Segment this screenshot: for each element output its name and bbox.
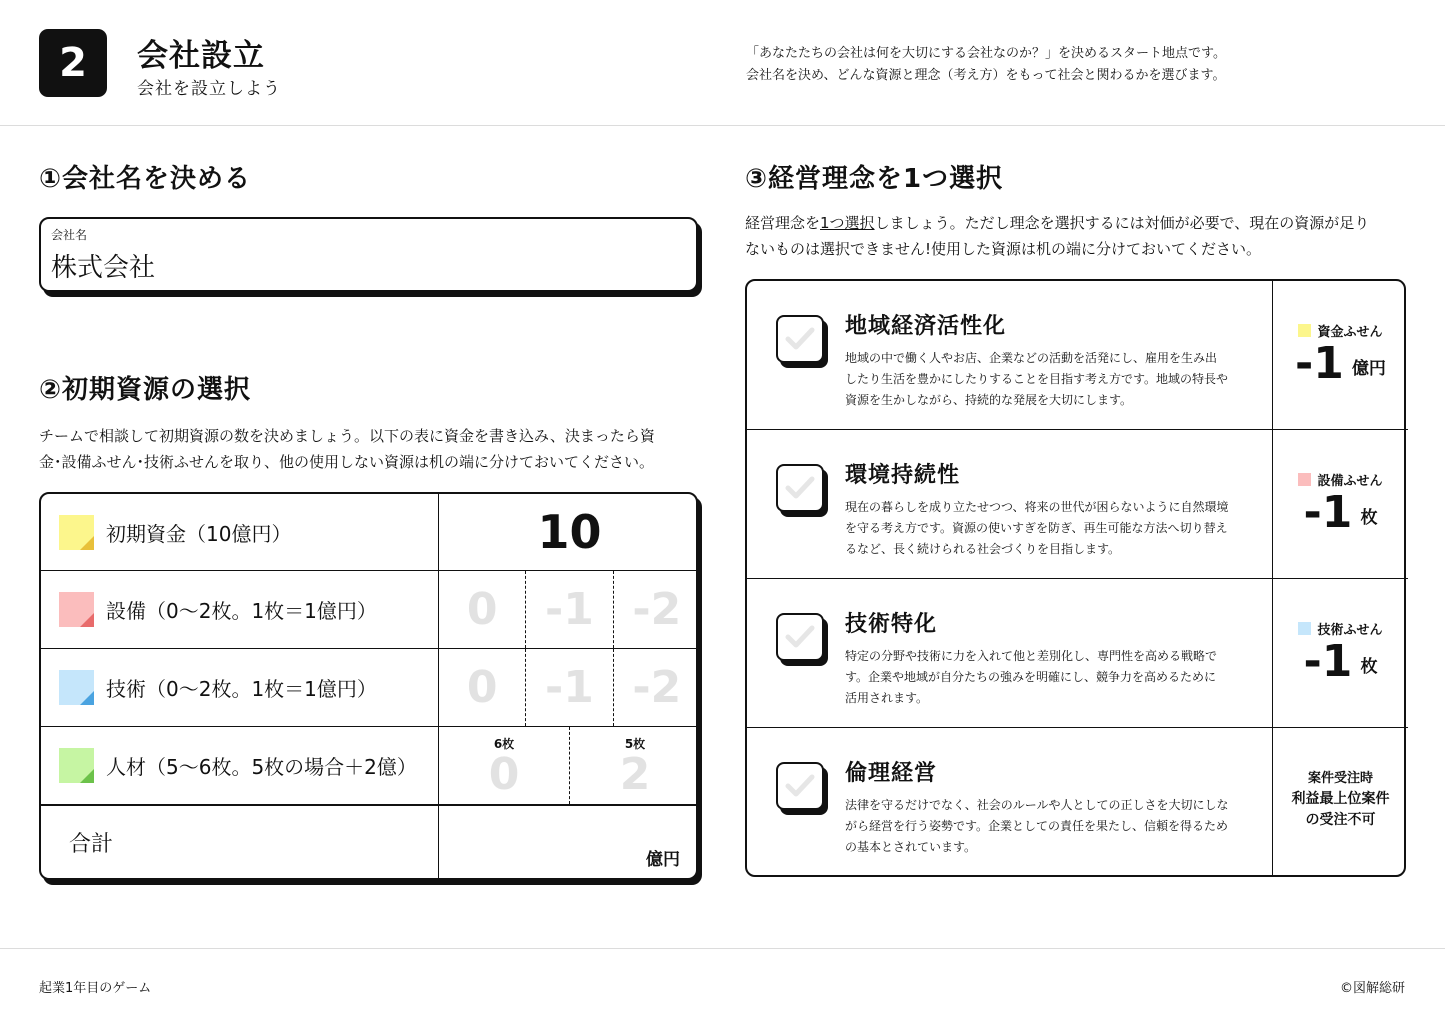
intro-text [746, 43, 1226, 87]
cost-unit: 億円 [1351, 359, 1386, 379]
philosophy-desc-line: す。企業や地域が自分たちの強みを明確にし、競争力を高めるために [845, 670, 1217, 684]
personnel-option-6[interactable] [439, 727, 570, 804]
funds-value: 10 [537, 505, 602, 559]
philosophy-option-environmental-sustainability[interactable] [747, 430, 1408, 579]
philosophy-cost [1272, 579, 1408, 727]
philosophy-desc-line-2: ないものは選択できません!使用した資源は机の端に分けておいてください。 [745, 240, 1262, 258]
philosophy-option-technology-specialization[interactable] [747, 579, 1408, 728]
philosophy-desc [845, 646, 1245, 709]
cost-restriction-line: 利益最上位案件 [1291, 791, 1390, 807]
philosophy-desc [845, 348, 1245, 411]
page-subtitle: 会社を設立しよう [137, 79, 281, 99]
cost-unit: 枚 [1360, 508, 1378, 528]
page-title: 会社設立 [137, 38, 265, 74]
cost-restriction-line: 案件受注時 [1307, 771, 1373, 786]
philosophy-cost [1272, 728, 1408, 875]
checkbox-technology-specialization[interactable] [776, 613, 824, 661]
resource-row-equipment [41, 571, 700, 649]
blue-sticky-note-icon [1298, 622, 1311, 635]
total-unit: 億円 [646, 850, 680, 870]
philosophy-desc-post: しましょう。ただし理念を選択するには対価が必要で、現在の資源が足り [874, 214, 1370, 232]
philosophy-cost [1272, 430, 1408, 578]
resource-label-equipment [41, 571, 439, 648]
philosophy-desc-line: 活用されます。 [845, 691, 929, 705]
technology-option-0[interactable]: 0 [439, 649, 526, 726]
cost-tag-label: 技術ふせん [1317, 623, 1383, 638]
personnel-option-6-value: 0 [488, 749, 520, 800]
check-icon [785, 625, 815, 649]
resource-label-technology [41, 649, 439, 726]
yellow-sticky-note-icon [1298, 324, 1311, 337]
resource-row-total [41, 805, 700, 878]
company-name-value[interactable]: 株式会社 [51, 253, 156, 283]
resources-desc-line-2: 金･設備ふせん･技術ふせんを取り、他の使用しない資源は机の端に分けておいてください。 [39, 453, 655, 471]
company-name-label: 会社名 [51, 228, 88, 242]
personnel-options [439, 727, 700, 804]
green-sticky-note-icon [59, 748, 94, 783]
philosophy-desc-line: 法律を守るだけでなく、社会のルールや人としての正しさを大切にしな [845, 798, 1229, 812]
personnel-option-5-caption: 5枚 [624, 737, 646, 751]
funds-label-text: 初期資金（10億円） [106, 521, 292, 546]
philosophy-desc-line: の基本とされています。 [845, 840, 977, 854]
philosophy-option-regional-economy[interactable] [747, 281, 1408, 430]
technology-option-1[interactable]: -1 [526, 649, 613, 726]
resource-row-technology [41, 649, 700, 727]
intro-line-1: 「あなたたちの会社は何を大切にする会社なのか？」を決めるスタート地点です。 [746, 46, 1226, 61]
footer-game-name: 起業1年目のゲーム [39, 981, 152, 996]
pink-sticky-note-icon [59, 592, 94, 627]
personnel-label-text: 人材（5～6枚。5枚の場合＋2億） [106, 755, 417, 779]
cost-number: -1 [1295, 338, 1344, 389]
total-value-cell[interactable] [439, 806, 700, 878]
yellow-sticky-note-icon [59, 515, 94, 550]
philosophy-description [745, 210, 1369, 262]
cost-value [1273, 637, 1408, 687]
philosophy-option-ethical-management[interactable] [747, 728, 1408, 875]
philosophy-desc-line: 資源を生かしながら、持続的な発展を大切にします。 [845, 393, 1133, 407]
equipment-option-2[interactable]: -2 [632, 584, 682, 635]
technology-label-text: 技術（0～2枚。1枚＝1億円） [106, 677, 377, 701]
philosophy-title: 倫理経営 [845, 761, 938, 786]
checkbox-regional-economy[interactable] [776, 315, 824, 363]
section-philosophy-heading: ③経営理念を1つ選択 [745, 164, 1004, 194]
cost-tag-label: 設備ふせん [1317, 474, 1383, 489]
philosophy-desc-line: 地域の中で働く人やお店、企業などの活動を活発にし、雇用を生み出 [845, 351, 1218, 365]
step-number-badge: 2 [39, 29, 107, 97]
intro-line-2: 会社名を決め、どんな資源と理念（考え方）をもって社会と関わるかを選びます。 [746, 68, 1226, 83]
philosophy-title: 地域経済活性化 [845, 314, 1007, 339]
checkbox-environmental-sustainability[interactable] [776, 464, 824, 512]
philosophy-cost [1272, 281, 1408, 429]
cost-value [1273, 488, 1408, 538]
pink-sticky-note-icon [1298, 473, 1311, 486]
equipment-option-1[interactable]: -1 [526, 571, 613, 648]
footer-copyright: ©図解総研 [1339, 981, 1405, 996]
personnel-option-6-caption: 6枚 [493, 737, 515, 751]
equipment-option-0[interactable]: 0 [439, 571, 526, 648]
philosophy-desc-emphasis: 1つ選択 [820, 214, 875, 232]
header-divider [0, 125, 1445, 126]
philosophy-desc-line: を守る考え方です。資源の使いすぎを防ぎ、再生可能な方法へ切り替え [845, 521, 1228, 535]
check-icon [785, 774, 815, 798]
section-initial-resources-heading: ②初期資源の選択 [39, 375, 252, 405]
philosophy-desc-line: したり生活を豊かにしたりすることを目指す考え方です。地域の特長や [845, 372, 1229, 386]
technology-option-2[interactable]: -2 [632, 662, 682, 713]
resources-desc-line-1: チームで相談して初期資源の数を決めましょう。以下の表に資金を書き込み、決まったら資 [39, 427, 655, 445]
philosophy-desc-pre: 経営理念を [745, 214, 821, 232]
resource-label-personnel [41, 727, 439, 804]
philosophy-desc-line: 特定の分野や技術に力を入れて他と差別化し、専門性を高める戦略で [845, 649, 1218, 663]
cost-value [1273, 339, 1408, 389]
cost-number: -1 [1303, 487, 1353, 538]
company-name-field[interactable] [39, 217, 698, 292]
initial-resources-description [39, 423, 655, 475]
cost-restriction-text [1273, 768, 1408, 831]
philosophy-title: 技術特化 [845, 612, 938, 637]
cost-unit: 枚 [1360, 657, 1378, 677]
total-label: 合計 [41, 806, 439, 878]
funds-value-cell [439, 494, 700, 570]
check-icon [785, 327, 815, 351]
resource-table [39, 492, 698, 880]
philosophy-desc-line: るなど、長く続けられる社会づくりを目指します。 [845, 542, 1121, 556]
equipment-options [439, 571, 700, 648]
resource-row-funds [41, 494, 700, 571]
philosophy-desc-line-1 [745, 210, 1369, 236]
blue-sticky-note-icon [59, 670, 94, 705]
resource-row-personnel [41, 727, 700, 805]
footer-divider [0, 948, 1445, 949]
philosophy-table [745, 279, 1406, 877]
checkbox-ethical-management[interactable] [776, 762, 824, 810]
equipment-label-text: 設備（0～2枚。1枚＝1億円） [106, 599, 377, 623]
philosophy-title: 環境持続性 [845, 463, 961, 488]
personnel-option-5-value: 2 [619, 749, 651, 800]
cost-number: -1 [1303, 636, 1353, 687]
philosophy-desc-line: 現在の暮らしを成り立たせつつ、将来の世代が困らないように自然環境 [845, 500, 1229, 514]
personnel-option-5[interactable] [570, 727, 700, 804]
section-company-name-heading: ①会社名を決める [39, 164, 252, 194]
philosophy-desc [845, 795, 1245, 858]
cost-tag-label: 資金ふせん [1317, 325, 1383, 340]
philosophy-desc-line: がら経営を行う姿勢です。企業としての責任を果たし、信頼を得るため [845, 819, 1229, 833]
resource-label-funds [41, 494, 439, 570]
technology-options [439, 649, 700, 726]
philosophy-desc [845, 497, 1245, 560]
cost-restriction-line: の受注不可 [1305, 812, 1376, 828]
check-icon [785, 476, 815, 500]
